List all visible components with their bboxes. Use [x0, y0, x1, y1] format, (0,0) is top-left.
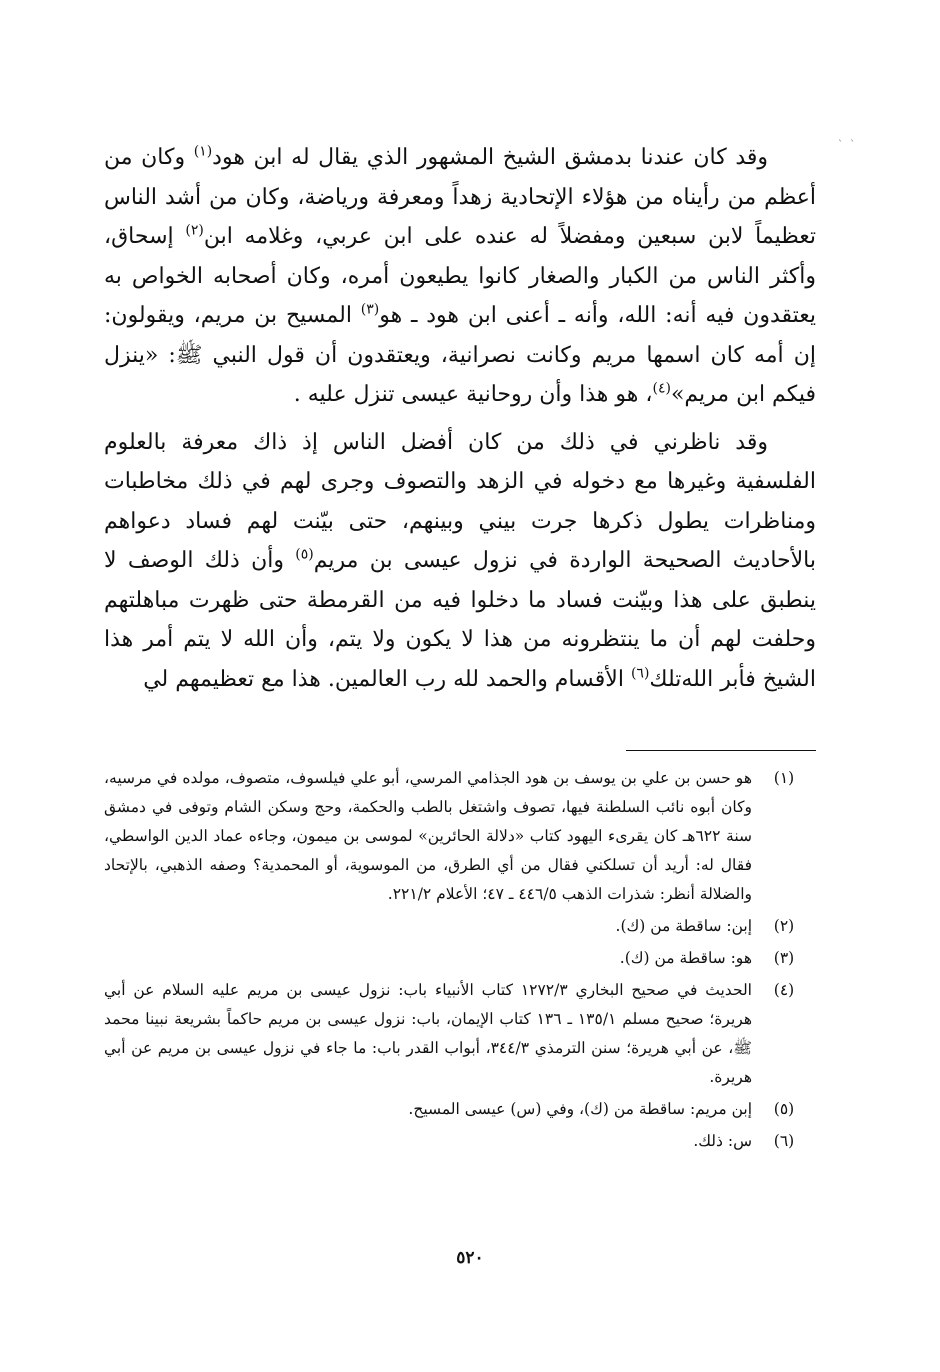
footnote: [104, 944, 816, 973]
footnote-reference: (٢): [185, 222, 204, 239]
footnote-text: إبن مريم: ساقطة من (ك)، وفي (س) عيسى المسيح.: [408, 1100, 752, 1118]
corner-mark: ` `: [838, 140, 858, 151]
paragraph-text: وقد ناظرني في ذلك من كان أفضل الناس إذ ذاك معرفة بالعلوم الفلسفية وغيرها مع دخوله في الزهد والتصوف وجرى لهم في ذلك مخاطبات ومناظرات يطول ذكرها جرت بيني وبينهم، حتى بيّنت لهم فساد دعواهم بالأحاديث الصحيحة الواردة في نزول عيسى بن مريم: [104, 429, 816, 573]
body-paragraph: [104, 138, 816, 415]
footnote-reference: (٣): [360, 301, 380, 318]
footnote: [104, 1095, 816, 1124]
paragraph-text: ، هو هذا وأن روحانية عيسى تنزل عليه .: [293, 382, 653, 407]
footnote-number: (٥): [773, 1100, 795, 1118]
footnote-number: (٢): [773, 917, 795, 935]
footnote-number: (١): [773, 769, 795, 787]
paragraph-text: وكان من أعظم من رأيناه من هؤلاء الإتحادية زهداً ومعرفة ورياضة، وكان من أشد الناس تعظيماً لابن سبعين ومفضلاً له عنده على ابن عربي، وغلامه ابن: [104, 145, 816, 249]
main-text: [104, 138, 816, 699]
paragraph-text: الأقسام والحمد لله رب العالمين. هذا مع تعظيمهم لي: [143, 666, 631, 692]
body-paragraph: [104, 423, 816, 700]
footnote: [104, 1127, 816, 1156]
footnote-text: س: ذلك.: [693, 1132, 752, 1150]
footnote-reference: (٥): [295, 546, 314, 563]
footnote-number: (٣): [773, 949, 795, 967]
paragraph-text: المسيح بن مريم، ويقولون: إن أمه كان اسمها مريم وكانت نصرانية، ويعتقدون أن قول النبي ﷺ: «ينزل فيكم ابن مريم»: [104, 303, 816, 407]
paragraph-text: وأن ذلك الوصف لا ينطبق على هذا وبيّنت فساد ما دخلوا فيه من القرمطة حتى ظهرت مباهلتهم وحلفت لهم أن ما ينتظرونه من هذا لا يكون ولا يتم، وأن الله لا يتم أمر هذا الشيخ فأبر الله‌تلك: [104, 548, 816, 692]
page-number: ٥٢٠: [456, 1248, 484, 1268]
footnote-number: (٤): [773, 981, 795, 999]
footnote-separator: [626, 750, 816, 751]
footnote: [104, 976, 816, 1092]
footnote-text: هو: ساقطة من (ك).: [619, 949, 752, 967]
footnote-text: إبن: ساقطة من (ك).: [615, 917, 752, 935]
paragraph-text: إسحاق، وأكثر الناس من الكبار والصغار كانوا يطيعون أمره، وكان أصحابه الخواص به يعتقدون فيه أنه: الله، وأنه ـ أعنى ابن هود ـ هو: [104, 224, 816, 328]
footnote-reference: (٤): [652, 380, 671, 397]
footnote-text: هو حسن بن علي بن يوسف بن هود الجذامي المرسي، أبو علي فيلسوف، متصوف، مولده في مرسيه، وكان أبوه نائب السلطنة فيها، تصوف واشتغل بالطب والحكمة، وحج وسكن الشام وتوفى في دمشق سنة ٦٢٢هـ كان يقرىء اليهود كتاب «دلالة الحائرين» لموسى بن ميمون، وجاءه عماد الدين الواسطي، فقال له: أريد أن تسلكني فقال من أي الطرق، من الموسوية، أو المحمدية؟ وصفه الذهبي، بالإتحاد والضلالة أنظر: شذرات الذهب ٤٤٦/٥ ـ ٤٧؛ الأعلام ٢٢١/٢.: [104, 769, 752, 903]
footnote: [104, 912, 816, 941]
footnotes: [104, 764, 816, 1159]
paragraph-text: وقد كان عندنا بدمشق الشيخ المشهور الذي يقال له ابن هود: [212, 145, 769, 170]
footnote-text: الحديث في صحيح البخاري ١٢٧٢/٣ كتاب الأنبياء باب: نزول عيسى بن مريم عليه السلام عن أبي هريرة؛ صحيح مسلم ١٣٥/١ ـ ١٣٦ كتاب الإيمان، باب: نزول عيسى بن مريم حاكماً بشريعة نبينا محمد ﷺ، عن أبي هريرة؛ سنن الترمذي ٣٤٤/٣، أبواب القدر باب: ما جاء في نزول عيسى بن مريم عن أبي هريرة.: [104, 981, 752, 1086]
footnote: [104, 764, 816, 909]
footnote-reference: (١): [193, 143, 213, 160]
footnote-number: (٦): [773, 1132, 795, 1150]
footnote-reference: (٦): [630, 665, 650, 682]
